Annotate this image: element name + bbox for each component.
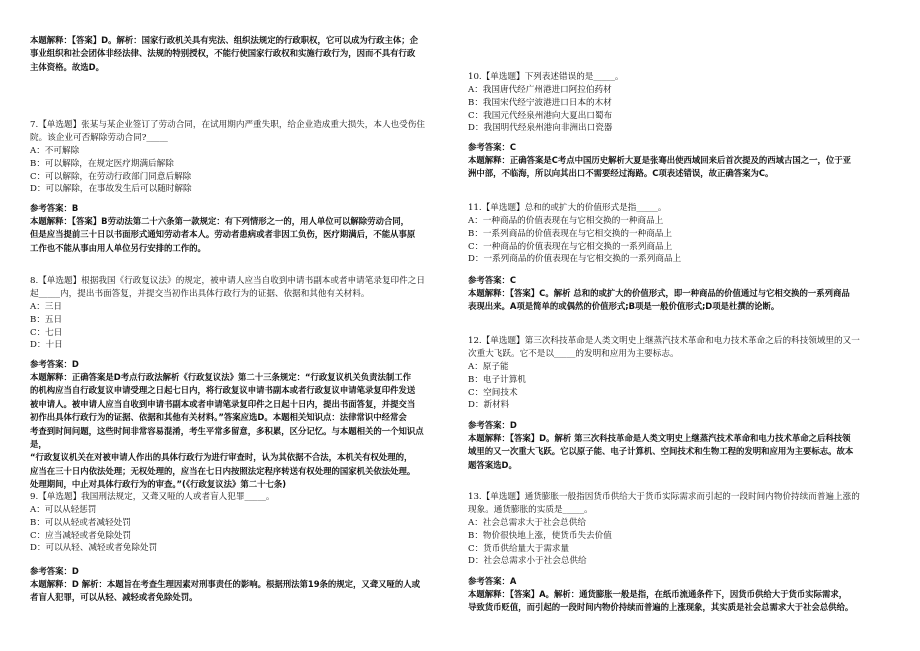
question-stem: 13.【单选题】通货膨胀一般指因货币供给大于货币实际需求而引起的一段时间内物价持续而普遍上涨的 现象。通货膨胀的实质是_____。: [468, 492, 860, 515]
option-d: D：可以解除，在事故发生后可以随时解除: [30, 184, 192, 195]
option-a: A：我国唐代经广州港进口阿拉伯药材: [468, 85, 612, 95]
explanation-text: 本题解释：D 解析：本题旨在考查生理因素对刑事责任的影响。根据刑法第19条的规定，又聋又哑的人或 者盲人犯罪，可以从轻、减轻或者免除处罚。: [30, 579, 421, 603]
explanation-text: 本题解释：【答案】B劳动法第二十六条第一款规定：有下列情形之一的，用人单位可以解除劳动合同， 但是应当提前三十日以书面形式通知劳动者本人。劳动者患病或者非因工负伤，医疗期满后，不能从事原 工作也不能从事由用人单位另行安排的工作的。: [30, 216, 416, 253]
option-b: B：五日: [30, 314, 63, 325]
question-7: [30, 119, 428, 196]
option-a: A：可以从轻惩罚: [30, 505, 97, 515]
question-stem: 8.【单选题】根据我国《行政复议法》的规定，被申请人应当自收到申请书副本或者申请笔录复印件之日 起_____内，提出书面答复，并提交当初作出具体行政行为的证据、依据和其他有关材料。: [30, 276, 425, 299]
question-7-answer: [30, 202, 428, 255]
option-d: D：可以从轻、减轻或者免除处罚: [30, 543, 158, 554]
option-d: D：我国明代经泉州港向非洲出口瓷器: [468, 123, 613, 134]
option-c: C：空间技术: [468, 387, 518, 398]
question-8-answer: [30, 358, 428, 492]
intro-explanation-block: [30, 34, 428, 74]
question-9-answer: [30, 565, 428, 605]
question-stem: 7.【单选题】张某与某企业签订了劳动合同，在试用期内严重失职，给企业造成重大损失，本人也受伤住 院。该企业可否解除劳动合同?_____: [30, 120, 425, 143]
question-10: [468, 71, 866, 135]
answer-text: 参考答案：A: [468, 576, 517, 586]
answer-text: 参考答案：B: [30, 203, 79, 213]
option-c: C：货币供给量大于需求量: [468, 543, 570, 554]
question-12: [468, 335, 866, 412]
option-a: A：一种商品的价值表现在与它相交换的一种商品上: [468, 216, 664, 226]
option-c: C：一种商品的价值表现在与它相交换的一系列商品上: [468, 241, 673, 252]
option-a: A：三日: [30, 302, 62, 312]
option-d: D：新材料: [468, 400, 510, 411]
question-11: [468, 202, 866, 266]
question-13: [468, 491, 866, 568]
answer-text: 参考答案：D: [30, 566, 79, 576]
question-stem: 9.【单选题】我国刑法规定，又聋又哑的人或者盲人犯罪_____。: [30, 492, 275, 502]
explanation-text: 本题解释：【答案】C。解析 总和的或扩大的价值形式，即一种商品的价值通过与它相交换的一系列商品 表现出来。A项是简单的或偶然的价值形式;B项是一般价值形式;D项是杜撰的论断。: [468, 288, 850, 312]
option-b: B：一系列商品的价值表现在与它相交换的一种商品上: [468, 228, 672, 239]
option-b: B：可以从轻或者减轻处罚: [30, 517, 131, 528]
option-a: A：不可解除: [30, 146, 80, 156]
option-a: A：原子能: [468, 362, 509, 372]
question-stem: 11.【单选题】总和的或扩大的价值形式是指_____。: [468, 203, 667, 213]
question-9: [30, 491, 428, 555]
question-8: [30, 275, 428, 352]
option-d: D：十日: [30, 340, 63, 351]
option-b: B：电子计算机: [468, 374, 526, 385]
question-13-answer: [468, 575, 866, 615]
option-b: B：可以解除，在规定医疗期满后解除: [30, 158, 174, 169]
question-10-answer: [468, 141, 866, 181]
question-stem: 10.【单选题】下列表述错误的是_____。: [468, 72, 624, 82]
option-a: A：社会总需求大于社会总供给: [468, 518, 586, 528]
option-c: C：可以解除，在劳动行政部门同意后解除: [30, 171, 192, 182]
explanation-text: 本题解释：【答案】A。解析：通货膨胀一般是指，在纸币流通条件下，因货币供给大于货币实际需求， 导致货币贬值，而引起的一段时间内物价持续而普遍的上涨现象，其实质是社会总需求大于社会总供给。: [468, 589, 854, 613]
option-d: D：社会总需求小于社会总供给: [468, 556, 587, 567]
question-11-answer: [468, 274, 866, 314]
explanation-text: 本题解释：【答案】D。解析：国家行政机关具有宪法、组织法规定的行政职权，它可以成为行政主体；企 事业组织和社会团体非经法律、法规的特别授权，不能行使国家行政权和实施行政行为，因而不具有行政 主体资格。故选D。: [30, 35, 419, 72]
explanation-text: 本题解释：正确答案是D考点行政法解析《行政复议法》第二十三条规定：“行政复议机关负责法制工作 的机构应当自行政复议申请受理之日起七日内，将行政复议申请书副本或者行政复议申请笔录复印件发送 被申请人。被申请人应当自收到申请书副本或者申请笔录复印件之日起十日内，提出书面答复，并提交当 初作出具体行政行为的证据、依据和其他有关材料。”答案应选D。本题相关知识点：法律常识中经常会 考查到时间问题，这些时间非常容易混淆，考生平常多留意，多积累，区分记忆。与本题相关的一个知识点是， “行政复议机关在对被申请人作出的具体行政行为进行审查时，认为其依据不合法，本机关有权处理的， 应当在三十日内依法处理；无权处理的，应当在七日内按照法定程序转送有权处理的国家机关依法处理。 处理期间，中止对具体行政行为的审查。”(《行政复议法》第二十七条): [30, 372, 424, 490]
answer-text: 参考答案：C: [468, 142, 517, 152]
explanation-text: 本题解释：正确答案是C考点中国历史解析大夏是张骞出使西域回来后首次提及的西域古国之一，位于亚 洲中部，不临海，所以向其出口不需要经过海路。C项表述错误，故正确答案为C。: [468, 155, 852, 179]
option-d: D：一系列商品的价值表现在与它相交换的一系列商品上: [468, 254, 682, 265]
option-b: B：物价很快地上涨，使货币失去价值: [468, 530, 612, 541]
option-c: C：应当减轻或者免除处罚: [30, 530, 132, 541]
question-12-answer: [468, 419, 866, 472]
explanation-text: 本题解释：【答案】D。解析 第三次科技革命是人类文明史上继蒸汽技术革命和电力技术革命之后科技领 域里的又一次重大飞跃。它以原子能、电子计算机、空间技术和生物工程的发明和应用为主要标志。故本 题答案选D。: [468, 433, 854, 470]
answer-text: 参考答案：C: [468, 275, 517, 285]
option-c: C：七日: [30, 327, 63, 338]
answer-text: 参考答案：D: [30, 359, 79, 369]
option-c: C：我国元代经泉州港向大夏出口蜀布: [468, 110, 613, 121]
question-stem: 12.【单选题】第三次科技革命是人类文明史上继蒸汽技术革命和电力技术革命之后的科技领域里的又一 次重大飞跃。它不是以_____的发明和应用为主要标志。: [468, 336, 860, 359]
answer-text: 参考答案：D: [468, 420, 517, 430]
option-b: B：我国宋代经宁波港进口日本的木材: [468, 97, 612, 108]
